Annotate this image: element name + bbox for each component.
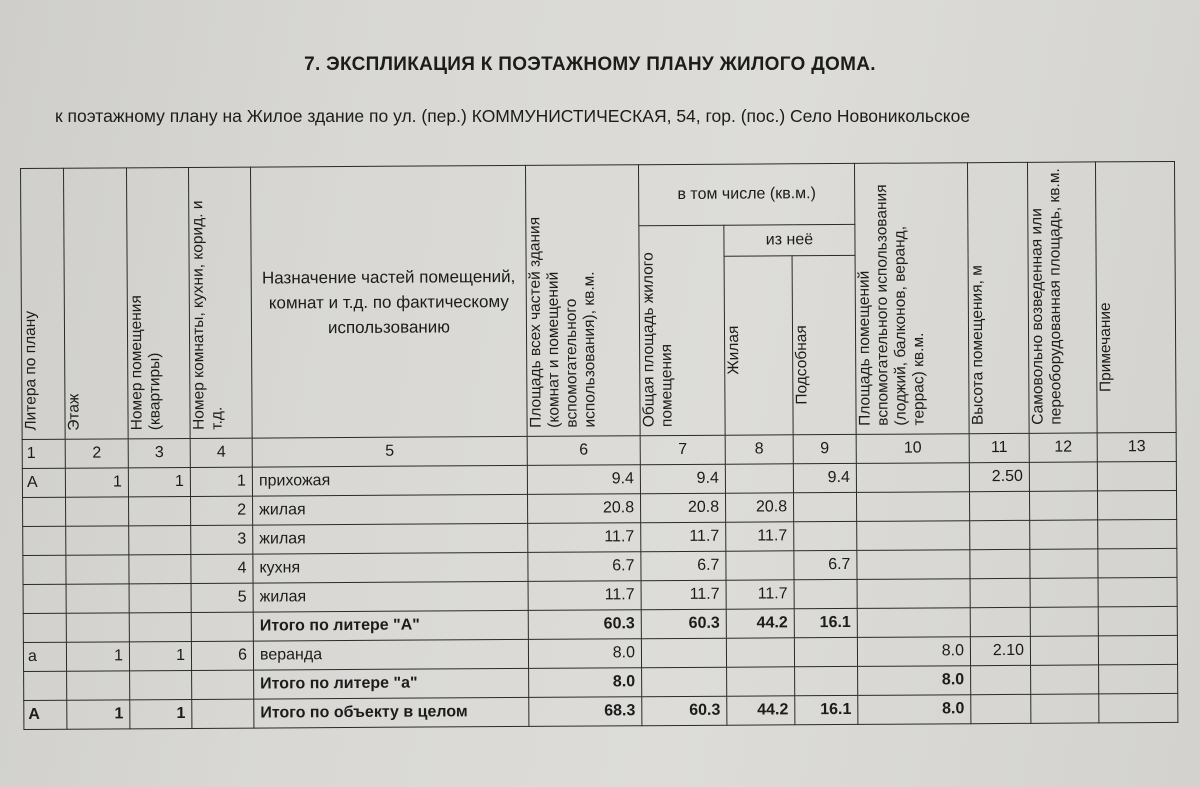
document-subtitle: к поэтажному плану на Жилое здание по ул. (пер.) КОММУНИСТИЧЕСКАЯ, 54, гор. (пос.) Село Новоникольское (55, 106, 971, 126)
cell-aux: 6.7 (794, 550, 857, 579)
cell-litera: А (22, 468, 65, 497)
cell-veranda (856, 463, 969, 493)
cell-total: 11.7 (528, 523, 641, 553)
cell-litera (23, 584, 66, 613)
explication-table (20, 161, 1178, 730)
col-number: 5 (252, 436, 527, 467)
cell-living: 44.2 (727, 696, 795, 725)
header-height: Высота помещения, м (967, 162, 1029, 433)
cell-height: 2.10 (970, 636, 1030, 665)
header-group-incl: в том числе (кв.м.) (638, 163, 854, 225)
cell-veranda (857, 579, 970, 609)
cell-living: 11.7 (726, 522, 794, 551)
cell-apt: 1 (128, 467, 190, 496)
cell-name: жилая (253, 494, 528, 525)
cell-aux: 16.1 (794, 608, 857, 637)
cell-floor (66, 497, 129, 526)
cell-living (727, 667, 795, 696)
col-number: 1 (22, 439, 65, 468)
cell-common (641, 638, 726, 668)
cell-floor (67, 671, 130, 700)
cell-apt: 1 (130, 699, 192, 728)
cell-note (1098, 606, 1177, 635)
cell-veranda: 8.0 (858, 695, 971, 725)
cell-illegal (1031, 665, 1099, 694)
cell-litera (23, 526, 66, 555)
cell-veranda (857, 521, 970, 551)
cell-floor: 1 (65, 468, 128, 497)
cell-apt: 1 (129, 641, 191, 670)
cell-aux (794, 579, 857, 608)
col-number: 4 (190, 438, 252, 467)
cell-illegal (1030, 520, 1098, 549)
cell-total: 60.3 (528, 610, 641, 640)
cell-height (970, 578, 1030, 607)
cell-room: 1 (190, 467, 252, 496)
document-title: 7. ЭКСПЛИКАЦИЯ К ПОЭТАЖНОМУ ПЛАНУ ЖИЛОГО ДОМА. (304, 54, 876, 75)
cell-name: Итого по литере "А" (253, 610, 528, 641)
cell-litera (23, 555, 66, 584)
col-number: 7 (640, 435, 725, 465)
cell-total: 6.7 (528, 552, 641, 582)
header-auxiliary: Подсобная (792, 255, 856, 434)
cell-apt (129, 583, 191, 612)
cell-aux (794, 521, 857, 550)
header-apartment: Номер помещения (квартиры) (127, 167, 191, 438)
cell-illegal (1030, 607, 1098, 636)
cell-room: 3 (191, 525, 253, 554)
cell-note (1099, 693, 1178, 722)
cell-litera (23, 613, 66, 642)
header-aux-area: Площадь помещений вспомогательного использования (лоджий, балконов, веранд, террас) кв.м. (854, 163, 969, 435)
cell-living (726, 638, 794, 667)
cell-litera (23, 497, 66, 526)
cell-living: 44.2 (726, 609, 794, 638)
cell-illegal (1029, 462, 1097, 491)
cell-name: прихожая (252, 465, 527, 496)
cell-floor: 1 (66, 642, 129, 671)
cell-illegal (1029, 491, 1097, 520)
cell-total: 8.0 (529, 668, 642, 698)
cell-litera: А (24, 700, 67, 729)
header-note: Примечание (1095, 161, 1176, 432)
col-number: 3 (128, 438, 190, 467)
cell-illegal (1030, 636, 1098, 665)
cell-common: 20.8 (641, 493, 726, 523)
cell-common: 6.7 (641, 551, 726, 581)
cell-litera: а (23, 642, 66, 671)
header-common-area: Общая площадь жилого помещения (639, 225, 725, 436)
header-purpose: Назначение частей помещений, комнат и т.д. по фактическому использованию (250, 165, 527, 438)
cell-common (642, 667, 727, 697)
cell-room: 6 (191, 641, 253, 670)
cell-note (1099, 664, 1178, 693)
cell-apt (129, 496, 191, 525)
cell-apt (129, 525, 191, 554)
cell-veranda: 8.0 (857, 637, 970, 667)
col-number: 11 (969, 433, 1029, 462)
cell-aux: 16.1 (795, 695, 858, 724)
cell-height (971, 694, 1031, 723)
col-number: 2 (65, 439, 128, 468)
cell-note (1098, 519, 1177, 548)
col-number: 12 (1029, 433, 1097, 462)
cell-name: кухня (253, 552, 528, 583)
col-number: 9 (793, 434, 856, 463)
cell-illegal (1030, 549, 1098, 578)
cell-floor (66, 613, 129, 642)
cell-aux (794, 637, 857, 666)
cell-veranda: 8.0 (858, 666, 971, 696)
cell-litera (24, 671, 67, 700)
header-floor: Этаж (64, 168, 129, 439)
cell-apt (129, 612, 191, 641)
cell-total: 20.8 (528, 494, 641, 524)
col-number: 8 (725, 435, 793, 464)
cell-total: 8.0 (528, 639, 641, 669)
cell-floor (66, 555, 129, 584)
cell-note (1098, 635, 1177, 664)
table-header (21, 161, 1177, 468)
cell-room: 4 (191, 554, 253, 583)
cell-room (192, 670, 254, 699)
cell-common: 11.7 (641, 580, 726, 610)
cell-total: 11.7 (528, 581, 641, 611)
cell-room: 2 (191, 496, 253, 525)
cell-floor (66, 584, 129, 613)
cell-note (1097, 461, 1176, 490)
cell-living: 20.8 (725, 493, 793, 522)
cell-common: 60.3 (641, 609, 726, 639)
cell-name: Итого по литере "а" (254, 668, 529, 699)
header-subgroup: из неё (724, 224, 855, 256)
cell-height (971, 665, 1031, 694)
table-body (22, 461, 1178, 729)
cell-aux: 9.4 (793, 463, 856, 492)
cell-note (1098, 548, 1177, 577)
cell-height (970, 520, 1030, 549)
cell-room (191, 612, 253, 641)
cell-veranda (857, 550, 970, 580)
cell-height (969, 491, 1029, 520)
cell-aux (793, 492, 856, 521)
cell-common: 60.3 (642, 696, 727, 726)
header-room: Номер комнаты, кухни, корид. и т.д. (188, 167, 252, 438)
cell-name: Итого по объекту в целом (254, 697, 529, 728)
cell-living: 11.7 (726, 580, 794, 609)
cell-living (726, 551, 794, 580)
cell-height (970, 607, 1030, 636)
cell-name: жилая (253, 523, 528, 554)
col-number: 6 (527, 436, 640, 466)
cell-common: 9.4 (640, 464, 725, 494)
cell-height: 2.50 (969, 462, 1029, 491)
cell-aux (795, 666, 858, 695)
header-illegal: Самовольно возведенная или переоборудованная площадь, кв.м. (1027, 162, 1097, 433)
cell-living (725, 464, 793, 493)
header-living: Жилая (724, 256, 793, 435)
cell-height (970, 549, 1030, 578)
cell-apt (130, 670, 192, 699)
table-row (24, 693, 1178, 729)
cell-floor: 1 (67, 700, 130, 729)
cell-veranda (856, 492, 969, 522)
cell-room (192, 699, 254, 728)
cell-illegal (1031, 694, 1099, 723)
cell-apt (129, 554, 191, 583)
cell-room: 5 (191, 583, 253, 612)
col-number: 10 (856, 434, 969, 464)
cell-floor (66, 526, 129, 555)
cell-name: жилая (253, 581, 528, 612)
cell-note (1097, 490, 1176, 519)
cell-illegal (1030, 578, 1098, 607)
cell-name: веранда (253, 639, 528, 670)
cell-total: 9.4 (527, 465, 640, 495)
cell-note (1098, 577, 1177, 606)
header-total-area: Площадь всех частей здания (комнат и помещений вспомогательного использования), кв.м. (525, 165, 640, 437)
cell-common: 11.7 (641, 522, 726, 552)
cell-total: 68.3 (529, 697, 642, 727)
header-litera: Литера по плану (21, 168, 66, 439)
cell-veranda (857, 608, 970, 638)
col-number: 13 (1097, 432, 1176, 461)
